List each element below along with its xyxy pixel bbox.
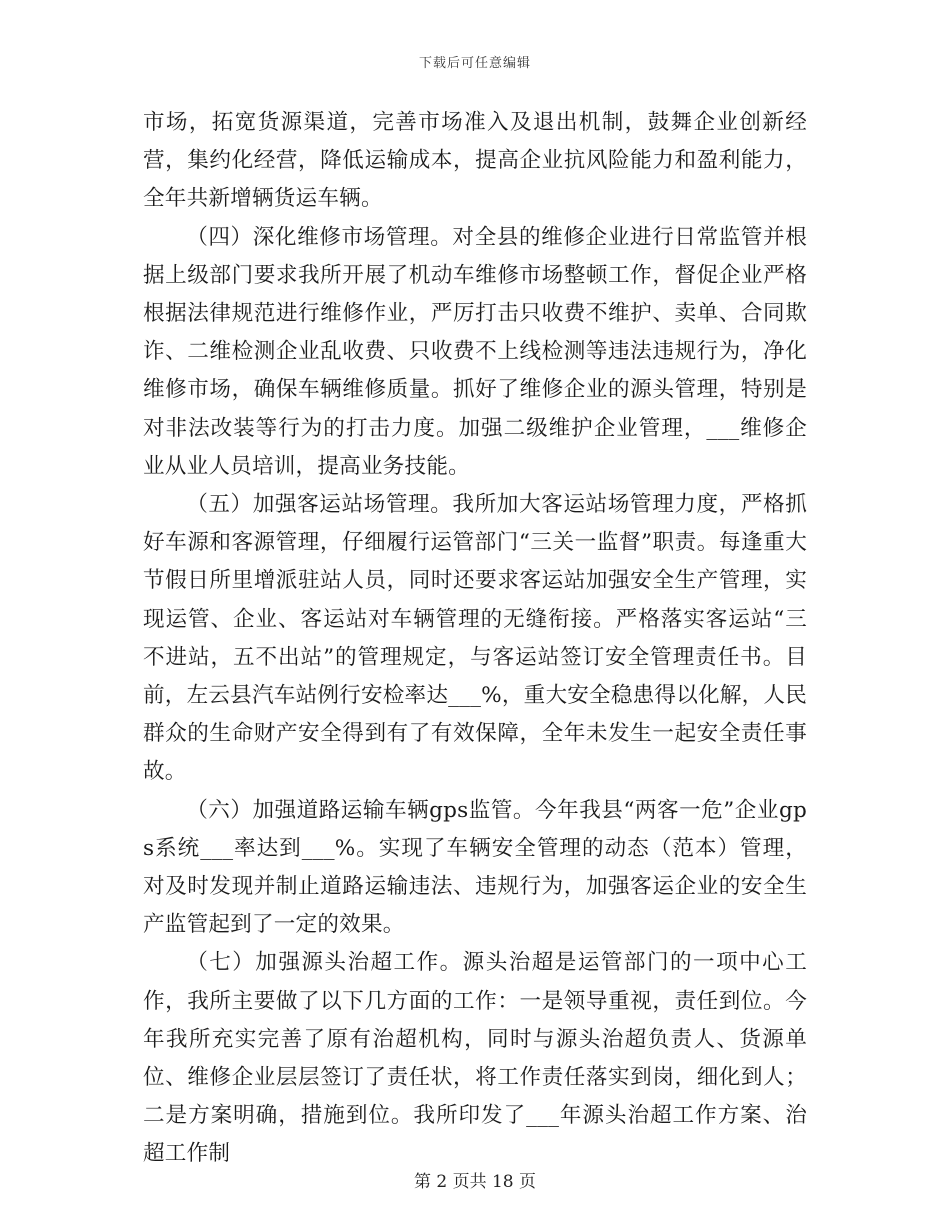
page-header: 下载后可任意编辑 [418,56,531,71]
paragraph-gps-supervision: （六）加强道路运输车辆gps监管。今年我县“两客一危”企业gps系统___率达到___%。实现了车辆安全管理的动态（范本）管理，对及时发现并制止道路运输违法、违规行为，加强客运企业的安全生产监管起到了一定的效果。 [143,797,807,938]
paragraph-market-continuation: 市场，拓宽货源渠道，完善市场准入及退出机制，鼓舞企业创新经营，集约化经营，降低运输成本，提高企业抗风险能力和盈利能力，全年共新增辆货运车辆。 [143,110,807,212]
document-body [143,104,807,1174]
paragraph-passenger-station: （五）加强客运站场管理。我所加大客运站场管理力度，严格抓好车源和客源管理，仔细履行运管部门“三关一监督”职责。每逢重大节假日所里增派驻站人员，同时还要求客运站加强安全生产管理，实现运管、企业、客运站对车辆管理的无缝衔接。严格落实客运站“三不进站，五不出站”的管理规定，与客运站签订安全管理责任书。目前，左云县汽车站例行安检率达___%，重大安全稳患得以化解，人民群众的生命财产安全得到有了有效保障，全年未发生一起安全责任事故。 [143,492,807,785]
paragraph-repair-market: （四）深化维修市场管理。对全县的维修企业进行日常监管并根据上级部门要求我所开展了机动车维修市场整顿工作，督促企业严格根据法律规范进行维修作业，严厉打击只收费不维护、卖单、合同欺诈、二维检测企业乱收费、只收费不上线检测等违法违规行为，净化维修市场，确保车辆维修质量。抓好了维修企业的源头管理，特别是对非法改装等行为的打击力度。加强二级维护企业管理，___维修企业从业人员培训，提高业务技能。 [143,224,807,479]
page-number: 第 2 页共 18 页 [413,1172,537,1192]
paragraph-overload-control: （七）加强源头治超工作。源头治超是运管部门的一项中心工作，我所主要做了以下几方面的工作：一是领导重视，责任到位。今年我所充实完善了原有治超机构，同时与源头治超负责人、货源单位、维修企业层层签订了责任状，将工作责任落实到岗，细化到人；二是方案明确，措施到位。我所印发了___年源头治超工作方案、治超工作制 [143,950,807,1167]
